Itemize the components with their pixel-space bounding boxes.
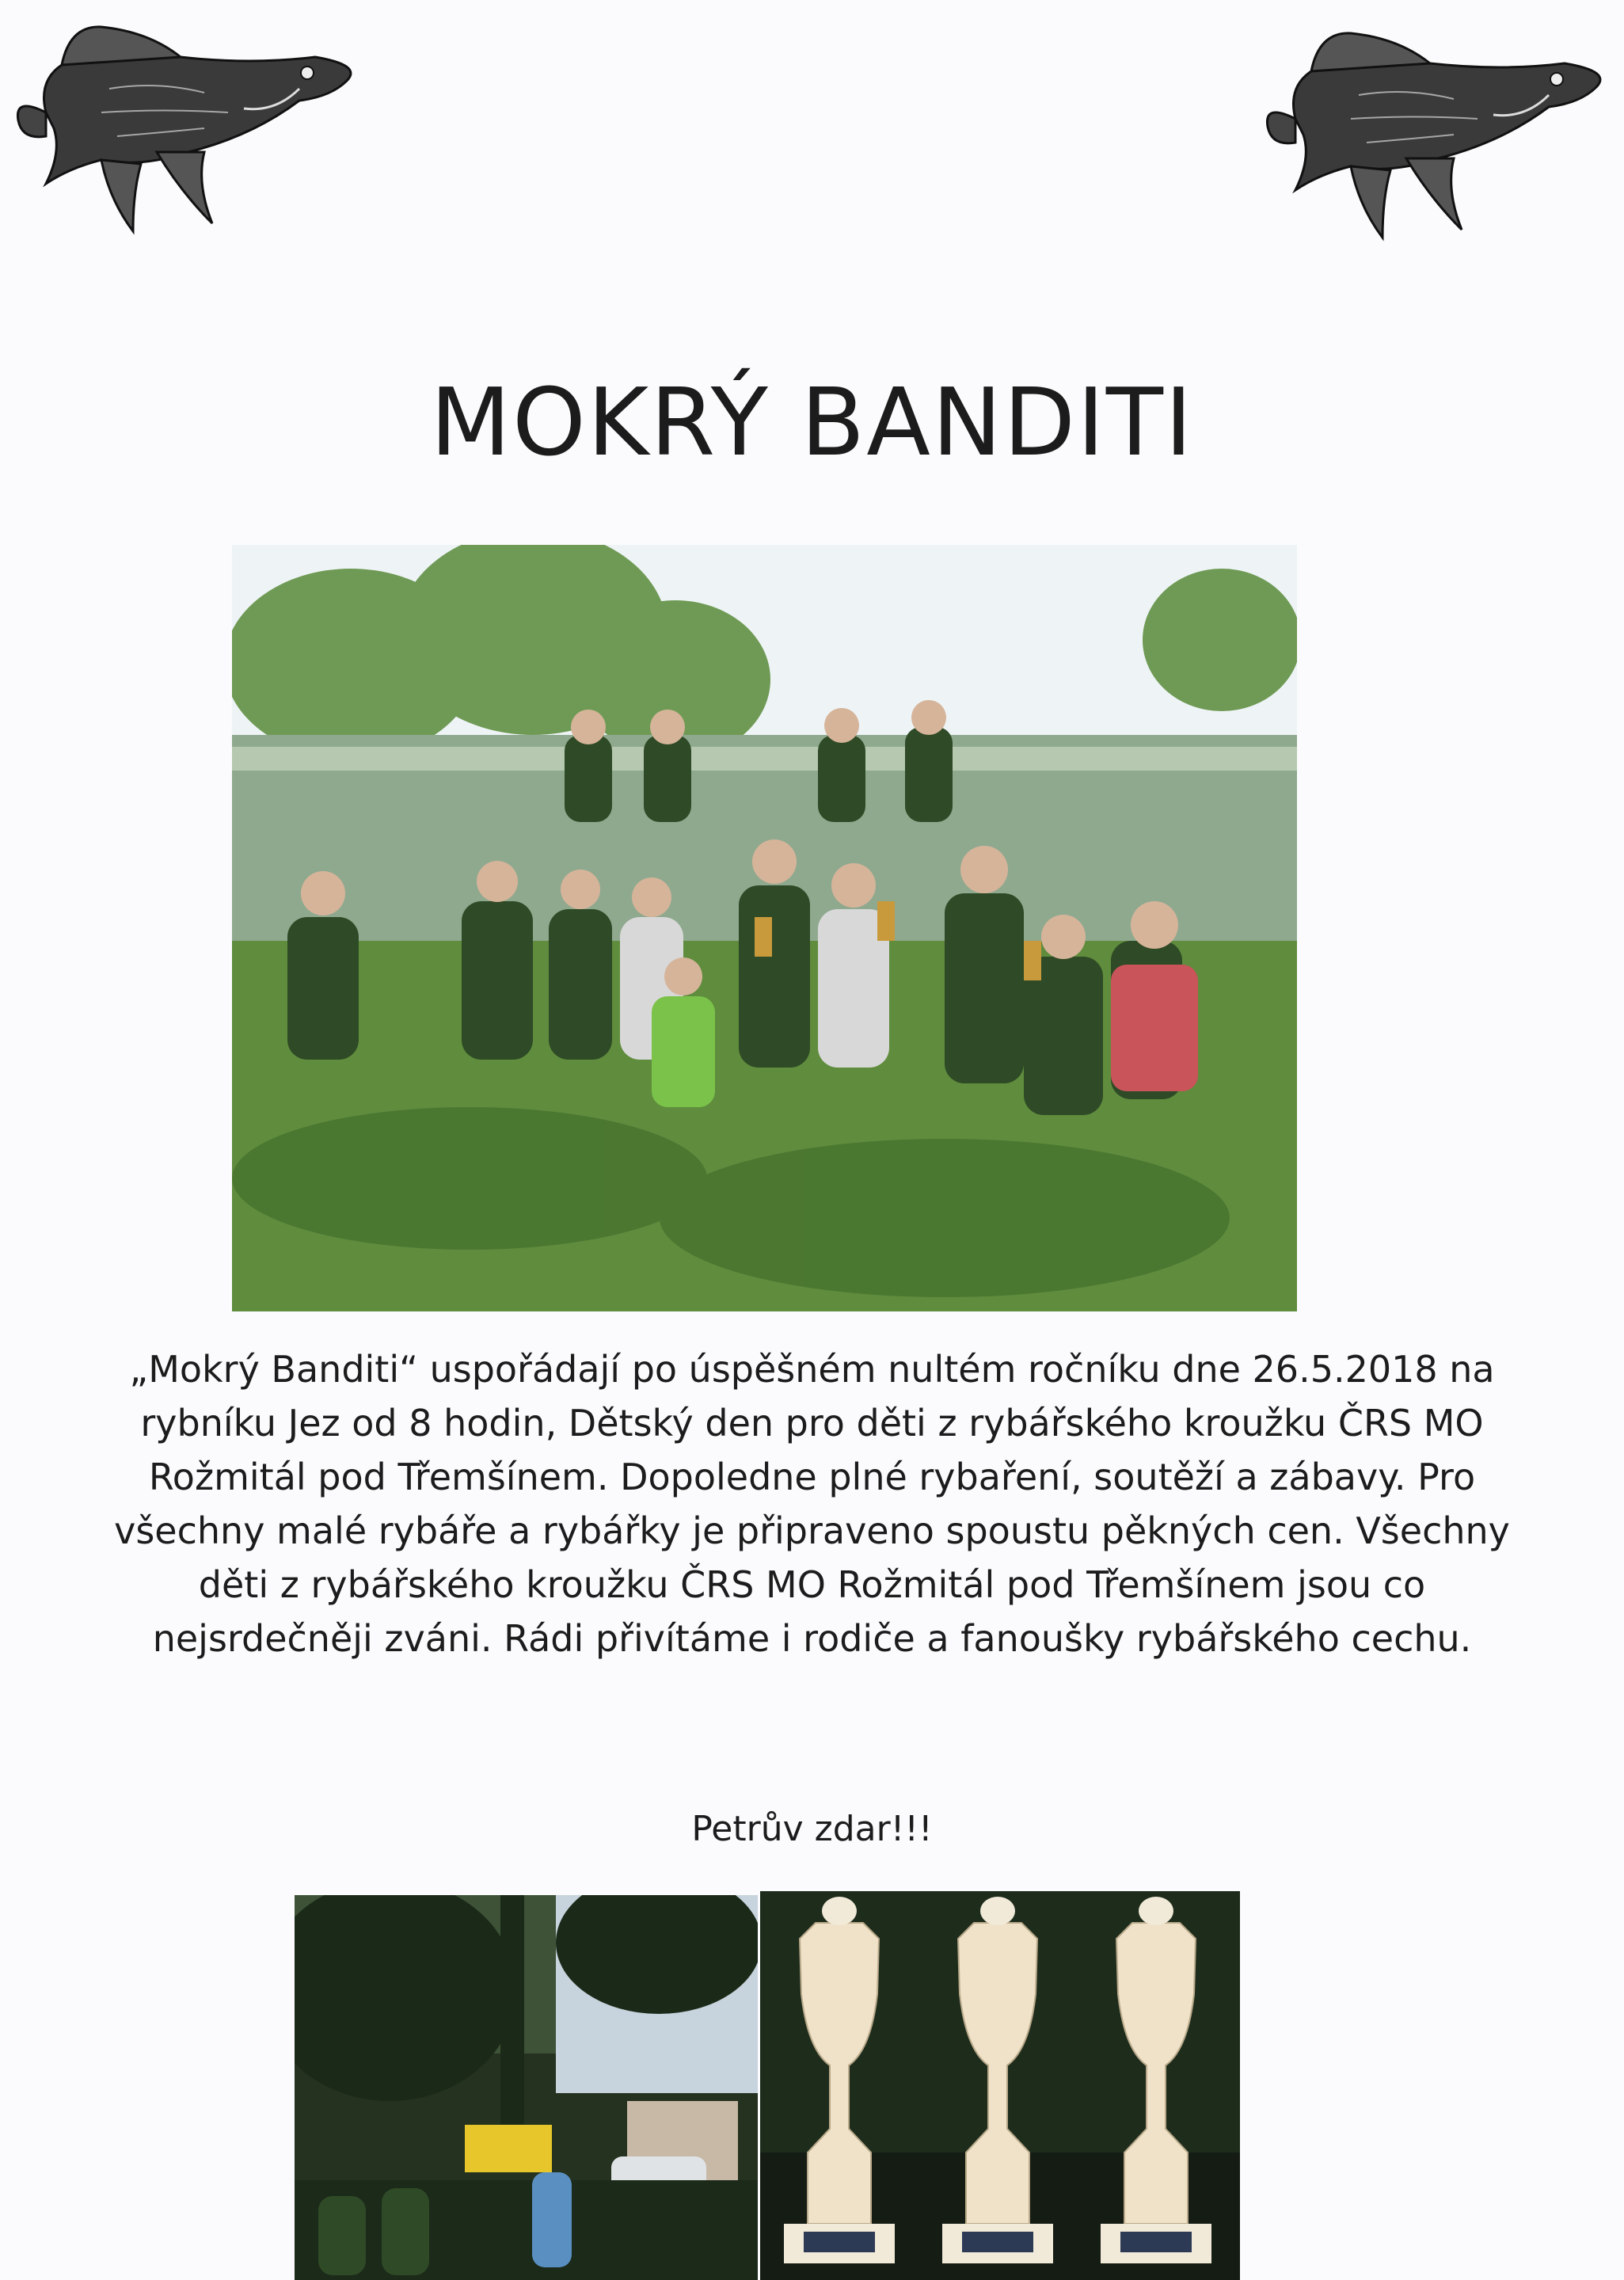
fish-icon-right xyxy=(1264,16,1612,253)
description-line: „Mokrý Banditi“ uspořádají po úspěšném nultém ročníku dne 26.5.2018 na xyxy=(129,1348,1495,1391)
group-photo xyxy=(232,545,1297,1311)
description-line: děti z rybářského kroužku ČRS MO Rožmitál pod Třemšínem jsou co xyxy=(198,1563,1426,1606)
page-title: MOKRÝ BANDITI xyxy=(430,367,1194,478)
description-line: Rožmitál pod Třemšínem. Dopoledne plné rybaření, soutěží a zábavy. Pro xyxy=(148,1456,1476,1498)
greeting: Petrův zdar!!! xyxy=(691,1809,933,1849)
event-description xyxy=(32,1342,1592,1665)
outdoor-photo xyxy=(295,1895,758,2280)
description-line: rybníku Jez od 8 hodin, Dětský den pro děti z rybářského kroužku ČRS MO xyxy=(140,1402,1484,1445)
trophies-photo xyxy=(760,1891,1240,2280)
description-line: nejsrdečněji zváni. Rádi přivítáme i rodiče a fanoušky rybářského cechu. xyxy=(152,1617,1472,1660)
description-line: všechny malé rybáře a rybářky je připraveno spoustu pěkných cen. Všechny xyxy=(114,1509,1510,1552)
fish-icon-left xyxy=(14,10,363,247)
